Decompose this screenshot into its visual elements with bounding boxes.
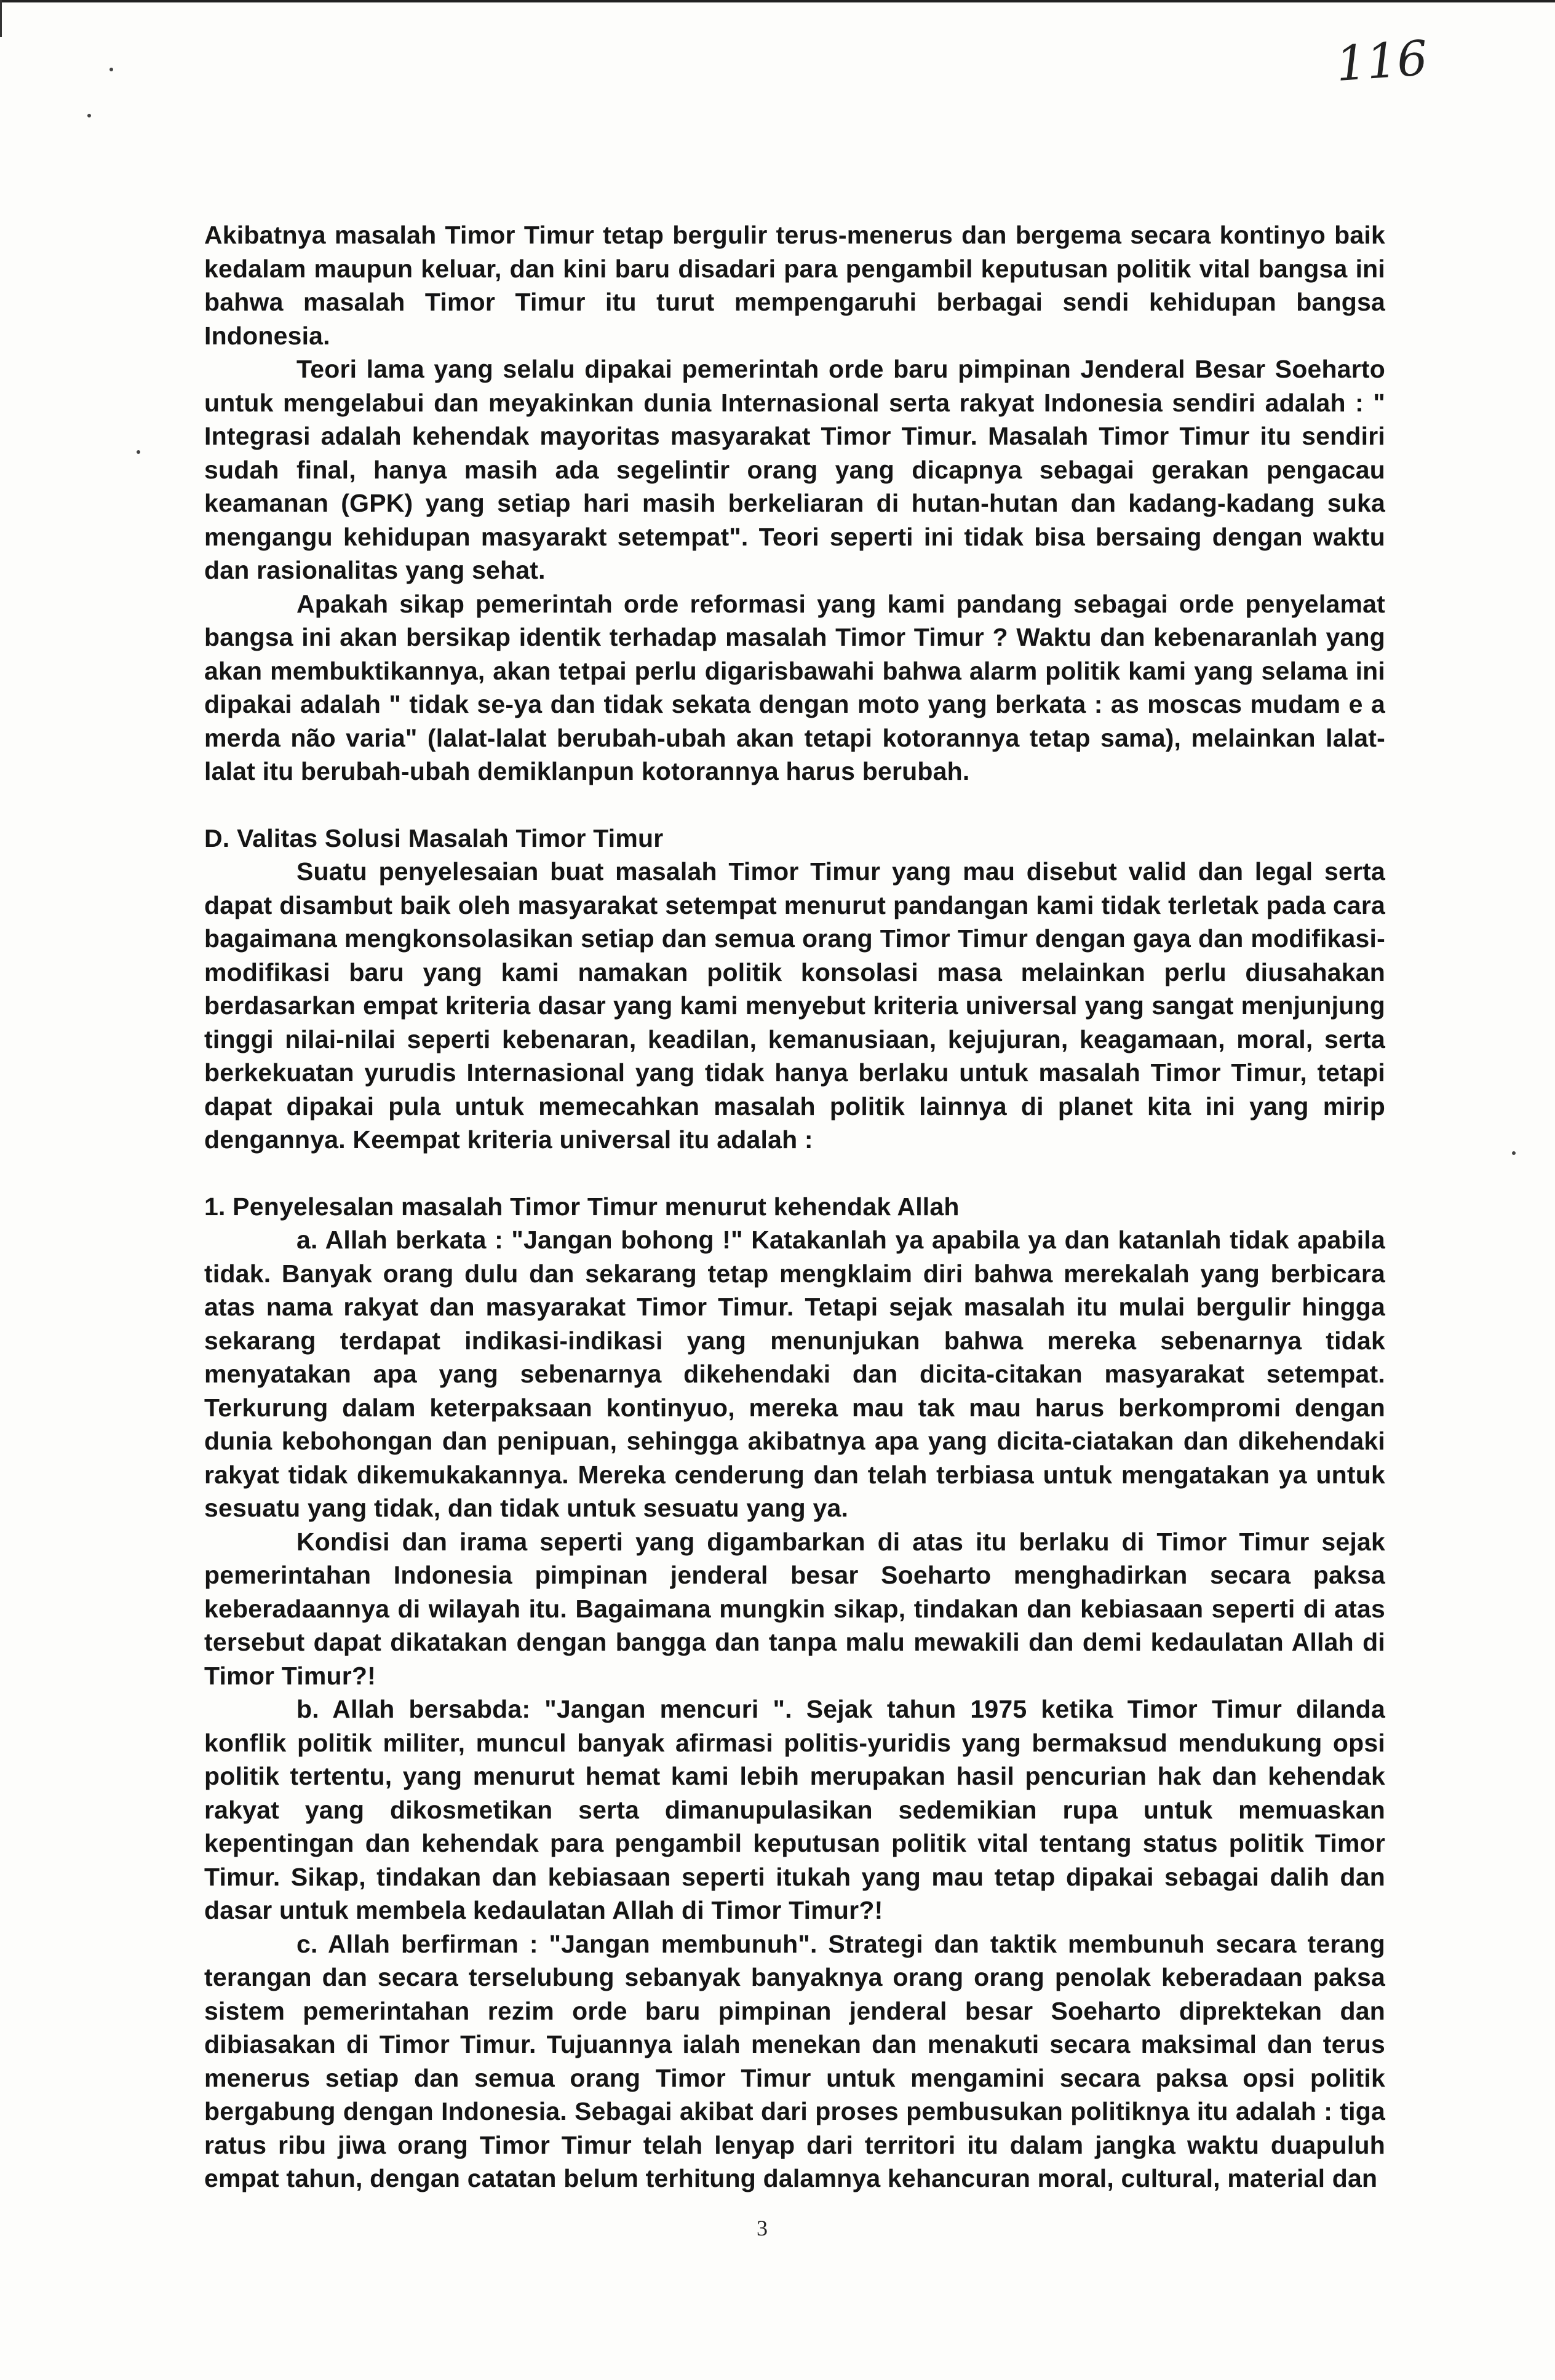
section-d-heading: D. Valitas Solusi Masalah Timor Timur (204, 823, 664, 852)
handwritten-page-number: 116 (1334, 30, 1430, 93)
footer-page-number: 3 (757, 2216, 768, 2240)
scan-speck (1512, 1151, 1516, 1155)
intro-paragraph-2: Teori lama yang selalu dipakai pemerintah orde baru pimpinan Jenderal Besar Soeharto untuk mengelabui dan meyakinkan dunia Internasional serta rakyat Indonesia sendiri adalah : " Integrasi adalah kehendak mayoritas masyarakat Timor Timur. Masalah Timor Timur itu sendiri sudah final, hanya masih ada segelintir orang yang dicapnya sebagai gerakan pengacau keamanan (GPK) yang setiap hari masih berkeliaran di hutan-hutan dan kadang-kadang suka mengangu kehidupan masyarakt setempat". Teori seperti ini tidak bisa bersaing dengan waktu dan rasionalitas yang sehat. (204, 355, 1385, 584)
section-d-paragraph-1: Suatu penyelesaian buat masalah Timor Timur yang mau disebut valid dan legal serta dapat disambut baik oleh masyarakat setempat menurut pandangan kami tidak terletak pada cara bagaimana mengkonsolasikan setiap dan semua orang Timor Timur dengan gaya dan modifikasi-modifikasi baru yang kami namakan politik konsolasi masa melainkan perlu diusahakan berdasarkan empat kriteria dasar yang kami menyebut kriteria universal yang sangat menjunjung tinggi nilai-nilai seperti kebenaran, keadilan, kemanusiaan, kejujuran, keagamaan, moral, serta berkekuatan yurudis Internasional yang tidak hanya berlaku untuk masalah Timor Timur, tetapi dapat dipakai pula untuk memecahkan masalah politik lainnya di planet kita ini yang mirip dengannya. Keempat kriteria universal itu adalah : (204, 857, 1385, 1154)
section-1-item-a-continued: Kondisi dan irama seperti yang digambarkan di atas itu berlaku di Timor Timur sejak pemerintahan Indonesia pimpinan jenderal besar Soeharto menghadirkan secara paksa keberadaannya di wilayah itu. Bagaimana mungkin sikap, tindakan dan kebiasaan seperti di atas tersebut dapat dikatakan dengan bangga dan tanpa malu mewakili dan demi kedaulatan Allah di Timor Timur?! (204, 1527, 1385, 1690)
scan-speck (137, 450, 140, 454)
scan-speck (109, 68, 113, 71)
scan-edge-top (0, 0, 1555, 2)
scan-edge-left (0, 0, 2, 37)
scan-speck (87, 114, 91, 117)
section-1-item-c: c. Allah berfirman : "Jangan membunuh". Strategi dan taktik membunuh secara terang terangan dan secara terselubung sebanyak banyaknya orang orang penolak keberadaan paksa sistem pemerintahan rezim orde baru pimpinan jenderal besar Soeharto diprektekan dan dibiasakan di Timor Timur. Tujuannya ialah menekan dan menakuti secara maksimal dan terus menerus setiap dan semua orang Timor Timur untuk mengamini secara paksa opsi politik bergabung dengan Indonesia. Sebagai akibat dari proses pembusukan politiknya itu adalah : tiga ratus ribu jiwa orang Timor Timur telah lenyap dari territori itu dalam jangka waktu duapuluh empat tahun, dengan catatan belum terhitung dalamnya kehancuran moral, cultural, material dan (204, 1929, 1385, 2192)
section-1-item-a: a. Allah berkata : "Jangan bohong !" Katakanlah ya apabila ya dan katanlah tidak apabila tidak. Banyak orang dulu dan sekarang tetap mengklaim diri bahwa merekalah yang berbicara atas nama rakyat dan masyarakat Timor Timur. Tetapi sejak masalah itu mulai bergulir hingga sekarang terdapat indikasi-indikasi yang menunjukan bahwa mereka sebenarnya tidak menyatakan apa yang sebenarnya dikehendaki dan dicita-citakan masyarakat setempat. Terkurung dalam keterpaksaan kontinyuo, mereka mau tak mau harus berkompromi dengan dunia kebohongan dan penipuan, sehingga akibatnya apa yang dicita-ciatakan dan dikehendaki rakyat tidak dikemukakannya. Mereka cenderung dan telah terbiasa untuk mengatakan ya untuk sesuatu yang tidak, dan tidak untuk sesuatu yang ya. (204, 1226, 1385, 1522)
section-spacer (204, 1157, 1385, 1190)
section-1-item-b: b. Allah bersabda: "Jangan mencuri ". Sejak tahun 1975 ketika Timor Timur dilanda konflik politik militer, muncul banyak afirmasi politis-yuridis yang bermaksud mendukung opsi politik tertentu, yang menurut hemat kami lebih merupakan hasil pencurian hak dan kehendak rakyat yang dikosmetikan serta dimanupulasikan sedemikian rupa untuk memuaskan kepentingan dan kehendak para pengambil keputusan politik vital tentang status politik Timor Timur. Sikap, tindakan dan kebiasaan seperti itukah yang mau tetap dipakai sebagai dalih dan dasar untuk membela kedaulatan Allah di Timor Timur?! (204, 1695, 1385, 1924)
intro-paragraph-3: Apakah sikap pemerintah orde reformasi yang kami pandang sebagai orde penyelamat bangsa ini akan bersikap identik terhadap masalah Timor Timur ? Waktu dan kebenaranlah yang akan membuktikannya, akan tetpai perlu digarisbawahi bahwa alarm politik kami yang selama ini dipakai adalah " tidak se-ya dan tidak sekata dengan moto yang berkata : as moscas mudam e a merda não varia" (lalat-lalat berubah-ubah akan tetapi kotorannya tetap sama), melainkan lalat-lalat itu berubah-ubah demiklanpun kotorannya harus berubah. (204, 589, 1385, 785)
section-1-heading: 1. Penyelesalan masalah Timor Timur menurut kehendak Allah (204, 1192, 960, 1221)
intro-paragraph-1: Akibatnya masalah Timor Timur tetap bergulir terus-menerus dan bergema secara kontinyo baik kedalam maupun keluar, dan kini baru disadari para pengambil keputusan politik vital bangsa ini bahwa masalah Timor Timur itu turut mempengaruhi berbagai sendi kehidupan bangsa Indonesia. (204, 221, 1385, 350)
document-body (204, 218, 1385, 2196)
section-spacer (204, 788, 1385, 822)
